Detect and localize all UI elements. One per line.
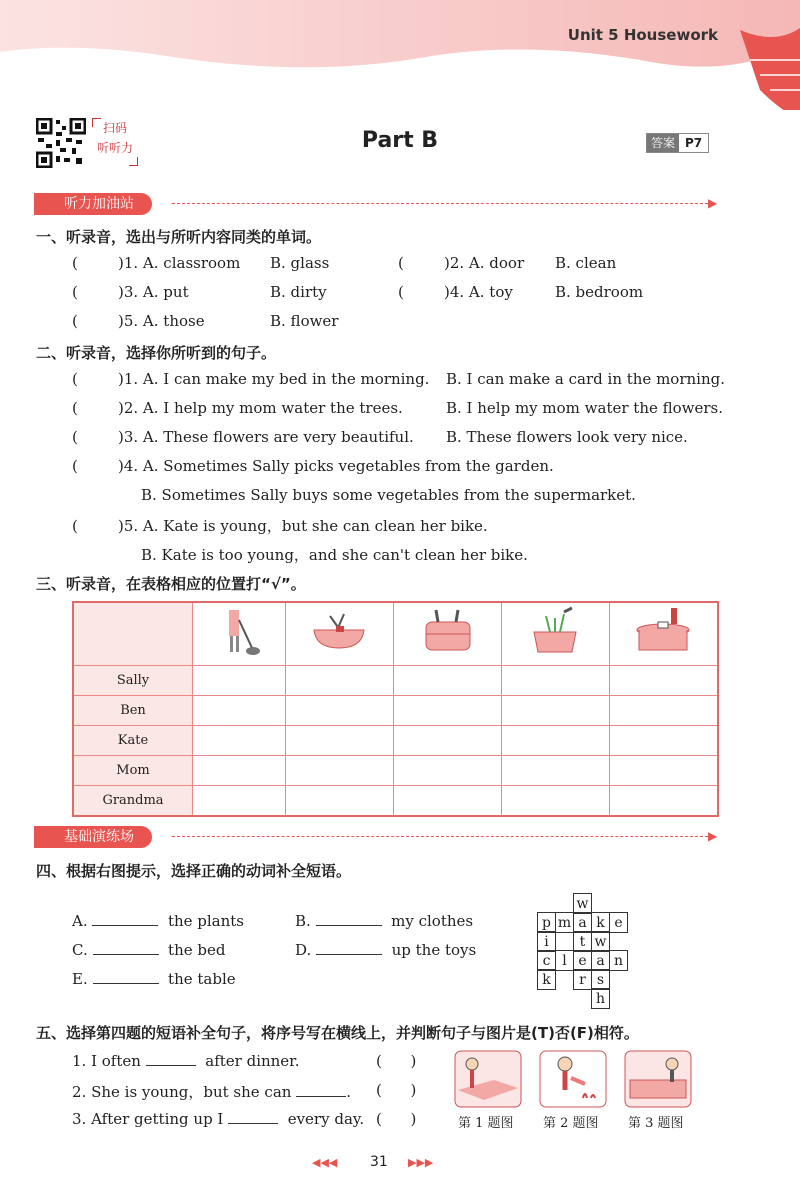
answer-grid	[72, 601, 719, 817]
q1-item: ( )3. A. put	[72, 283, 189, 301]
q5-heading: 五、选择第四题的短语补全句子，将序号写在横线上，并判断句子与图片是(T)否(F)相符。	[36, 1024, 639, 1042]
blank-input[interactable]	[316, 954, 382, 955]
crossword-cell: h	[592, 989, 610, 1009]
q2-item: ( )5. A. Kate is young，but she can clean her bike.	[72, 517, 488, 535]
crossword-cell: a	[592, 951, 610, 971]
watering-plant-icon	[501, 602, 609, 666]
blank-input[interactable]	[93, 954, 159, 955]
banner-title: 听力加油站	[34, 193, 152, 215]
crossword-cell: w	[574, 894, 592, 914]
q2-option-b: B. These flowers look very nice.	[446, 428, 688, 446]
crossword-cell: c	[538, 951, 556, 971]
q1-item: ( )5. A. those	[72, 312, 205, 330]
tf-paren[interactable]: ( )	[376, 1081, 417, 1099]
arrow-right-icon: ▶	[708, 829, 718, 843]
q3-heading: 三、听录音，在表格相应的位置打“√”。	[36, 575, 306, 593]
q4-heading: 四、根据右图提示，选择正确的动词补全短语。	[36, 862, 352, 880]
crossword-cell: s	[592, 970, 610, 990]
answer-page: P7	[685, 136, 703, 150]
tf-paren[interactable]: ( )	[376, 1052, 417, 1070]
tf-paren[interactable]: ( )	[376, 1110, 417, 1128]
q1-heading: 一、听录音，选出与所听内容同类的单词。	[36, 228, 322, 246]
crossword-cell: w	[592, 932, 610, 952]
q1-option-b: B. glass	[270, 254, 330, 272]
scan-line1: 扫码	[102, 121, 127, 135]
picture-1-icon	[454, 1050, 522, 1108]
blank-input[interactable]	[228, 1123, 278, 1124]
page-title: Part B	[361, 128, 439, 153]
answer-label: 答案	[647, 134, 679, 152]
crossword-cell: k	[538, 970, 556, 990]
row-name: Grandma	[73, 786, 193, 817]
page-number: 31	[370, 1154, 388, 1170]
blank-input[interactable]	[93, 983, 159, 984]
crossword-cell: r	[574, 970, 592, 990]
sweeping-floor-icon	[193, 602, 286, 666]
blank-input[interactable]	[146, 1065, 196, 1066]
q2-option-b: B. Kate is too young，and she can't clean her bike.	[141, 546, 528, 564]
section-banner-practice	[34, 826, 720, 848]
q1-option-b: B. dirty	[270, 283, 327, 301]
q4-phrase-e: E. the table	[72, 970, 236, 988]
section-banner-listening	[34, 193, 720, 215]
picture-caption: 第 1 题图	[458, 1116, 514, 1131]
answer-badge	[646, 133, 709, 153]
picture-caption: 第 3 题图	[628, 1116, 684, 1131]
q2-item: ( )4. A. Sometimes Sally picks vegetables from the garden.	[72, 457, 554, 475]
crossword-cell: a	[574, 913, 592, 933]
crossword-cell: n	[610, 951, 628, 971]
crossword-cell: l	[556, 951, 574, 971]
picture-2-icon	[539, 1050, 607, 1108]
q1-option-b: B. clean	[555, 254, 617, 272]
q4-phrase-a: A. the plants	[72, 912, 244, 930]
crossword-cell: t	[574, 932, 592, 952]
q2-option-b: B. I help my mom water the flowers.	[446, 399, 724, 417]
q4-phrase-b: B. my clothes	[295, 912, 474, 930]
q2-heading: 二、听录音，选择你所听到的句子。	[36, 344, 277, 362]
q2-item: ( )1. A. I can make my bed in the morning.	[72, 370, 430, 388]
prev-arrows-icon: ◀◀◀	[312, 1156, 338, 1169]
washing-clothes-icon	[285, 602, 393, 666]
q1-option-b: B. flower	[270, 312, 339, 330]
crossword-cell: i	[538, 932, 556, 952]
q2-item: ( )3. A. These flowers are very beautiful.	[72, 428, 414, 446]
next-arrows-icon: ▶▶▶	[408, 1156, 434, 1169]
picture-3-icon	[624, 1050, 692, 1108]
picture-caption: 第 2 题图	[543, 1116, 599, 1131]
q2-option-b: B. Sometimes Sally buys some vegetables from the supermarket.	[141, 486, 636, 504]
row-name: Kate	[73, 726, 193, 756]
scan-line2: 听听力	[96, 141, 133, 155]
q1-item: ( )2. A. door	[398, 254, 525, 272]
q4-phrase-d: D. up the toys	[295, 941, 477, 959]
q5-sentence-2: 2. She is young，but she can .	[72, 1083, 351, 1101]
q1-option-b: B. bedroom	[555, 283, 644, 301]
row-name: Ben	[73, 696, 193, 726]
crossword-cell: e	[610, 913, 628, 933]
row-name: Mom	[73, 756, 193, 786]
unit-title: Unit 5 Housework	[567, 26, 718, 44]
q1-item: ( )4. A. toy	[398, 283, 513, 301]
q4-phrase-c: C. the bed	[72, 941, 226, 959]
folding-clothes-icon	[393, 602, 501, 666]
blank-input[interactable]	[92, 925, 158, 926]
q2-option-b: B. I can make a card in the morning.	[446, 370, 725, 388]
arrow-right-icon: ▶	[708, 196, 718, 210]
crossword-cell: e	[574, 951, 592, 971]
banner-title: 基础演练场	[34, 826, 152, 848]
q5-sentence-3: 3. After getting up I every day.	[72, 1110, 365, 1128]
crossword-cell: p	[538, 913, 556, 933]
q5-sentence-1: 1. I often after dinner.	[72, 1052, 300, 1070]
header-band	[0, 0, 800, 110]
blank-input[interactable]	[296, 1096, 346, 1097]
cleaning-table-icon	[609, 602, 718, 666]
crossword-cell: m	[556, 913, 574, 933]
q2-item: ( )2. A. I help my mom water the trees.	[72, 399, 403, 417]
blank-input[interactable]	[316, 925, 382, 926]
crossword-cell: k	[592, 913, 610, 933]
row-name: Sally	[73, 666, 193, 696]
q1-item: ( )1. A. classroom	[72, 254, 241, 272]
